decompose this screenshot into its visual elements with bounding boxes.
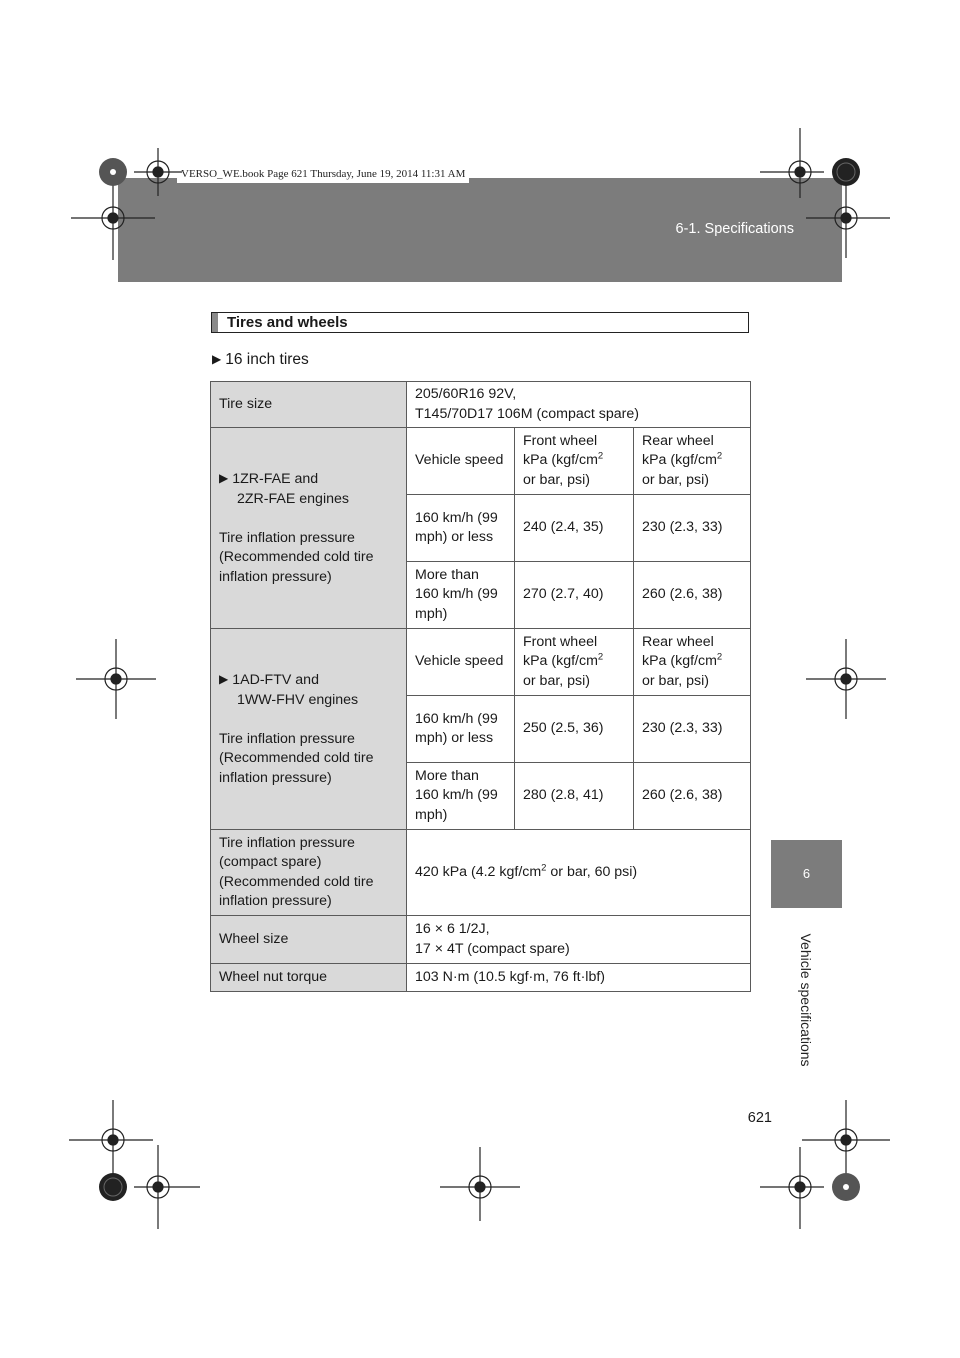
crosshair-icon <box>760 1147 824 1229</box>
engine-group-1-line2: 2ZR-FAE engines <box>237 490 349 507</box>
engine-group-1-description: Tire inflation pressure (Recommended cold tire inflation pressure) <box>219 529 374 585</box>
unit-superscript: 2 <box>716 450 723 462</box>
unit-tail: or bar, psi) <box>523 471 591 488</box>
crosshair-icon <box>134 1145 200 1229</box>
vehicle-speed-header: Vehicle speed <box>407 428 515 495</box>
crosshair-icon <box>802 1100 890 1180</box>
tire-size-line1: 205/60R16 92V, <box>415 386 517 402</box>
speed-cell: More than 160 km/h (99 mph) <box>407 562 515 629</box>
rear-pressure-cell: 260 (2.6, 38) <box>634 562 751 629</box>
crosshair-icon <box>806 178 890 258</box>
speed-cell: More than 160 km/h (99 mph) <box>407 763 515 830</box>
rear-pressure-cell: 230 (2.3, 33) <box>634 696 751 763</box>
unit-tail: or bar, psi) <box>642 471 710 488</box>
vehicle-speed-header: Vehicle speed <box>407 629 515 696</box>
chapter-tab: 6 <box>771 840 842 908</box>
compact-spare-label: Tire inflation pressure (compact spare) (Recommended cold tire inflation pressure) <box>211 830 407 916</box>
arrow-right-icon: ▶ <box>219 672 229 686</box>
rear-pressure-cell: 230 (2.3, 33) <box>634 495 751 562</box>
crosshair-icon <box>69 1100 153 1180</box>
wheel-size-line2: 17 × 4T (compact spare) <box>415 940 570 957</box>
solid-disc-icon <box>99 1173 127 1201</box>
section-label: 6-1. Specifications <box>675 221 794 237</box>
engine-group-2-description: Tire inflation pressure (Recommended cold tire inflation pressure) <box>219 730 374 786</box>
compact-spare-value-tail: or bar, 60 psi) <box>546 863 638 880</box>
unit-tail: or bar, psi) <box>523 672 591 689</box>
unit-superscript: 2 <box>541 862 547 874</box>
unit-superscript: 2 <box>597 651 604 663</box>
arrow-right-icon: ▶ <box>219 471 229 485</box>
page-number: 621 <box>747 1110 772 1126</box>
crosshair-icon <box>134 148 182 196</box>
starburst-icon <box>832 1173 860 1201</box>
wheel-size-label: Wheel size <box>211 916 407 964</box>
wheel-nut-torque-value: 103 N·m (10.5 kgf·m, 76 ft·lbf) <box>407 964 751 992</box>
rear-pressure-cell: 260 (2.6, 38) <box>634 763 751 830</box>
engine-group-2-line1: 1AD-FTV and <box>232 672 319 688</box>
front-pressure-cell: 270 (2.7, 40) <box>515 562 634 629</box>
front-pressure-cell: 250 (2.5, 36) <box>515 696 634 763</box>
solid-disc-icon <box>832 158 860 186</box>
front-wheel-header-text: Front wheel kPa (kgf/cm <box>523 633 598 670</box>
rear-wheel-header-text: Rear wheel kPa (kgf/cm <box>642 633 717 670</box>
starburst-icon <box>99 158 127 186</box>
chapter-label-text: Vehicle specifications <box>798 933 814 1067</box>
compact-spare-value-text: 420 kPa (4.2 kgf/cm <box>415 863 542 880</box>
wheel-nut-torque-label: Wheel nut torque <box>211 964 407 992</box>
tire-size-label: Tire size <box>211 382 407 428</box>
unit-superscript: 2 <box>597 450 604 462</box>
print-stamp: VERSO_WE.book Page 621 Thursday, June 19, 2014 11:31 AM <box>177 166 469 183</box>
unit-superscript: 2 <box>716 651 723 663</box>
tire-size-line2: T145/70D17 106M (compact spare) <box>415 405 639 422</box>
crosshair-icon <box>806 639 886 719</box>
engine-group-1-line1: 1ZR-FAE and <box>232 471 319 487</box>
speed-cell: 160 km/h (99 mph) or less <box>407 696 515 763</box>
front-pressure-cell: 240 (2.4, 35) <box>515 495 634 562</box>
engine-group-2-line2: 1WW-FHV engines <box>237 691 359 708</box>
arrow-right-icon: ▶ <box>212 352 222 366</box>
front-wheel-header-text: Front wheel kPa (kgf/cm <box>523 432 598 469</box>
wheel-size-line1: 16 × 6 1/2J, <box>415 921 490 937</box>
subheading-text: 16 inch tires <box>225 351 309 368</box>
crosshair-icon <box>76 639 156 719</box>
speed-cell: 160 km/h (99 mph) or less <box>407 495 515 562</box>
rear-wheel-header-text: Rear wheel kPa (kgf/cm <box>642 432 717 469</box>
unit-tail: or bar, psi) <box>642 672 710 689</box>
section-heading-text: Tires and wheels <box>227 314 348 331</box>
crosshair-icon <box>760 128 824 198</box>
front-pressure-cell: 280 (2.8, 41) <box>515 763 634 830</box>
crosshair-icon <box>71 176 155 260</box>
crosshair-icon <box>440 1147 520 1221</box>
